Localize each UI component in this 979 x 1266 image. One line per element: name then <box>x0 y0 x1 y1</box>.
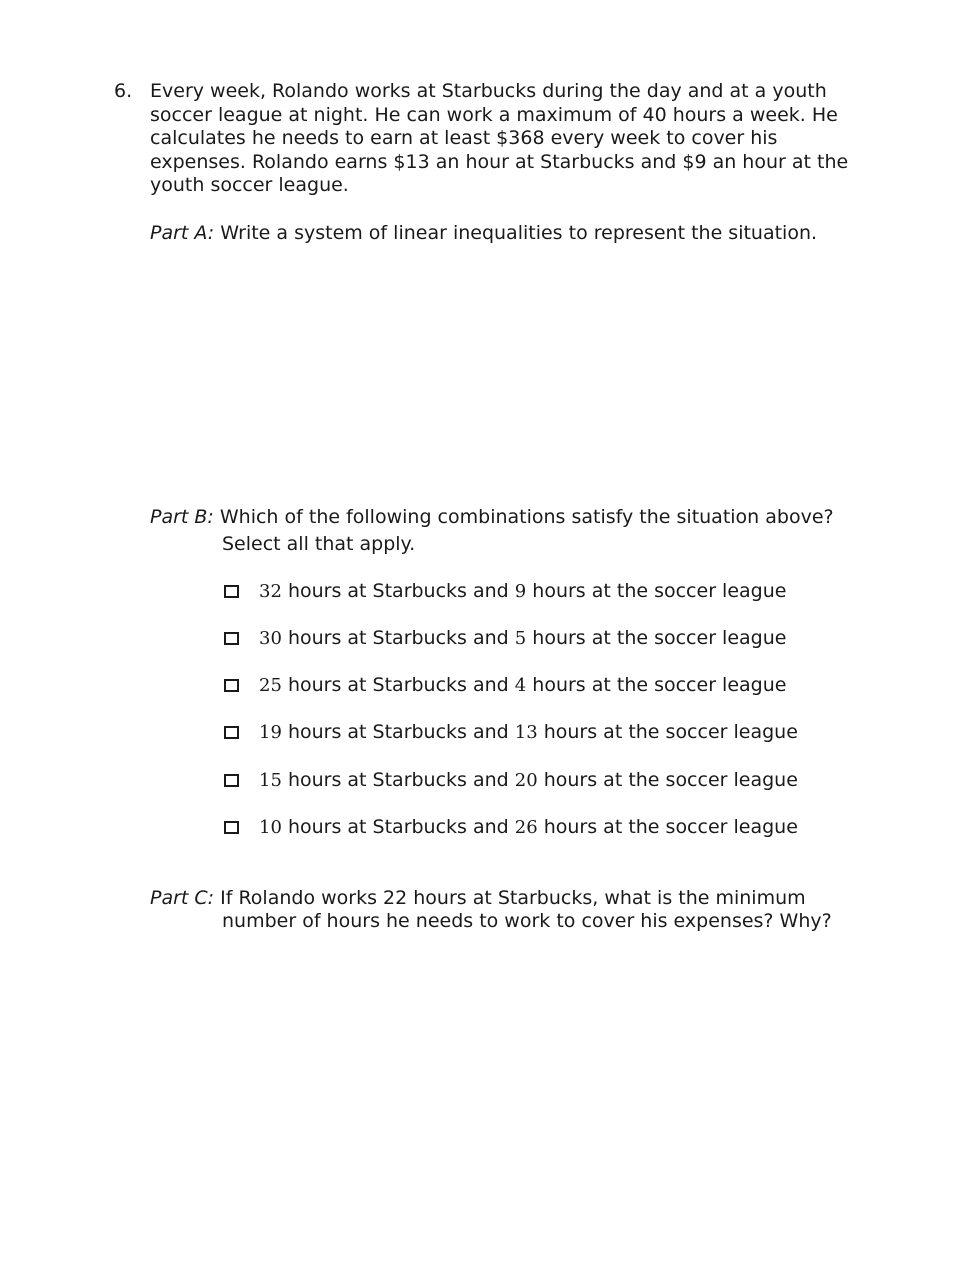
stem-line: calculates he needs to earn at least $368 every week to cover his <box>150 127 778 150</box>
part-a-prompt <box>150 222 817 244</box>
soccer-hours: 5 <box>514 627 527 649</box>
soccer-hours: 13 <box>514 721 538 743</box>
part-b-text: Which of the following combinations satisfy the situation above? <box>213 506 834 528</box>
starbucks-hours: 25 <box>259 674 282 696</box>
answer-option[interactable] <box>224 815 798 839</box>
option-end-text: hours at the soccer league <box>526 580 787 602</box>
answer-option[interactable] <box>224 768 798 792</box>
answer-option[interactable] <box>224 673 786 697</box>
soccer-hours: 20 <box>514 769 538 791</box>
part-a-text: Write a system of linear inequalities to represent the situation. <box>214 222 818 244</box>
answer-option[interactable] <box>224 579 786 603</box>
option-mid-text: hours at Starbucks and <box>281 816 515 838</box>
option-end-text: hours at the soccer league <box>526 627 787 649</box>
soccer-hours: 26 <box>514 816 538 838</box>
checkbox-icon[interactable] <box>224 585 239 598</box>
option-mid-text: hours at Starbucks and <box>281 721 515 743</box>
starbucks-hours: 32 <box>259 580 282 602</box>
part-b-prompt <box>150 506 834 528</box>
starbucks-hours: 10 <box>259 816 282 838</box>
part-c-text: If Rolando works 22 hours at Starbucks, what is the minimum <box>214 887 806 909</box>
checkbox-icon[interactable] <box>224 774 239 787</box>
starbucks-hours: 15 <box>259 769 282 791</box>
question-number: 6. <box>114 80 133 102</box>
option-end-text: hours at the soccer league <box>537 721 798 743</box>
stem-line: soccer league at night. He can work a maximum of 40 hours a week. He <box>150 103 838 126</box>
starbucks-hours: 19 <box>259 721 282 743</box>
starbucks-hours: 30 <box>259 627 282 649</box>
option-mid-text: hours at Starbucks and <box>281 580 515 602</box>
option-mid-text: hours at Starbucks and <box>281 627 515 649</box>
part-b-instruction: Select all that apply. <box>222 533 416 555</box>
answer-option[interactable] <box>224 626 786 650</box>
checkbox-icon[interactable] <box>224 821 239 834</box>
option-end-text: hours at the soccer league <box>537 816 798 838</box>
stem-line: Every week, Rolando works at Starbucks during the day and at a youth <box>150 80 827 102</box>
option-mid-text: hours at Starbucks and <box>281 674 515 696</box>
checkbox-icon[interactable] <box>224 726 239 739</box>
stem-line: youth soccer league. <box>150 174 349 197</box>
checkbox-icon[interactable] <box>224 679 239 692</box>
part-b-label: Part B: <box>150 506 214 528</box>
question-stem <box>150 80 890 198</box>
part-c-text-line2: number of hours he needs to work to cover his expenses? Why? <box>222 910 832 932</box>
part-c-prompt <box>150 887 806 909</box>
option-end-text: hours at the soccer league <box>526 674 787 696</box>
part-a-label: Part A: <box>150 222 215 244</box>
soccer-hours: 4 <box>514 674 527 696</box>
answer-option[interactable] <box>224 720 798 744</box>
checkbox-icon[interactable] <box>224 632 239 645</box>
option-mid-text: hours at Starbucks and <box>281 769 515 791</box>
option-end-text: hours at the soccer league <box>537 769 798 791</box>
soccer-hours: 9 <box>514 580 527 602</box>
part-c-label: Part C: <box>150 887 215 909</box>
stem-line: expenses. Rolando earns $13 an hour at Starbucks and $9 an hour at the <box>150 150 849 173</box>
